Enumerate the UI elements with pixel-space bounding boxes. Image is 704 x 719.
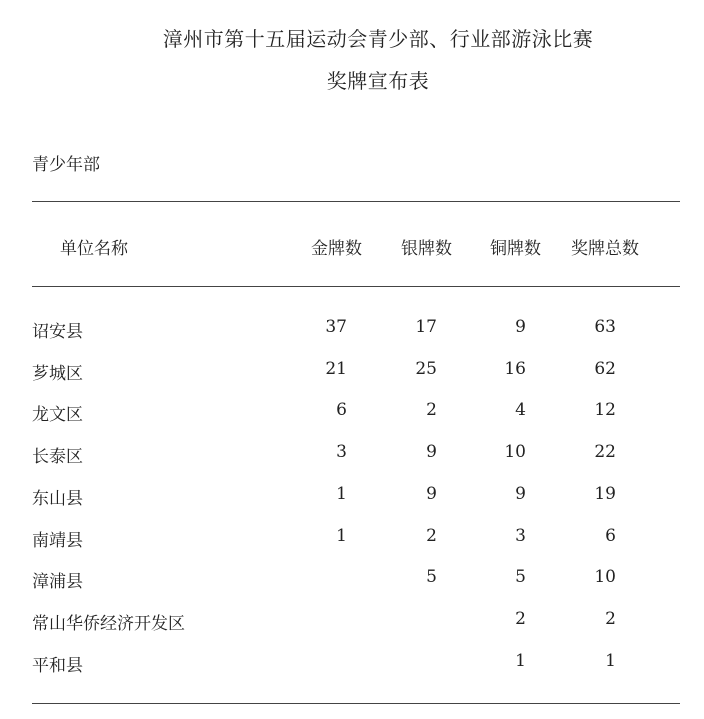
row-silver-count: 9: [426, 484, 437, 504]
row-silver-count: 25: [415, 359, 437, 379]
row-bronze-count: 1: [515, 651, 526, 671]
row-unit-name: 常山华侨经济开发区: [32, 614, 185, 634]
row-silver-count: 9: [426, 442, 437, 462]
header-gold: 金牌数: [311, 239, 362, 259]
row-bronze-count: 2: [515, 609, 526, 629]
row-silver-count: 2: [426, 400, 437, 420]
row-total-count: 6: [605, 526, 616, 546]
row-silver-count: 17: [415, 317, 437, 337]
divider-header: [32, 286, 680, 287]
row-unit-name: 南靖县: [32, 531, 83, 551]
row-silver-count: 2: [426, 526, 437, 546]
row-total-count: 2: [605, 609, 616, 629]
section-label: 青少年部: [32, 155, 100, 175]
row-unit-name: 长泰区: [32, 447, 83, 467]
header-silver: 银牌数: [401, 239, 452, 259]
row-gold-count: 1: [336, 526, 347, 546]
row-total-count: 22: [594, 442, 616, 462]
header-unit-name: 单位名称: [60, 239, 128, 259]
row-bronze-count: 3: [515, 526, 526, 546]
header-bronze: 铜牌数: [490, 239, 541, 259]
row-total-count: 63: [594, 317, 616, 337]
row-total-count: 12: [594, 400, 616, 420]
header-total: 奖牌总数: [571, 239, 639, 259]
row-bronze-count: 9: [515, 317, 526, 337]
divider-bottom: [32, 703, 680, 704]
row-silver-count: 5: [426, 567, 437, 587]
document-title: 漳州市第十五届运动会青少部、行业部游泳比赛: [162, 27, 594, 51]
divider-top: [32, 201, 680, 202]
row-unit-name: 龙文区: [32, 405, 83, 425]
row-bronze-count: 4: [515, 400, 526, 420]
row-total-count: 1: [605, 651, 616, 671]
row-bronze-count: 10: [504, 442, 526, 462]
row-unit-name: 平和县: [32, 656, 83, 676]
row-bronze-count: 16: [504, 359, 526, 379]
row-gold-count: 3: [336, 442, 347, 462]
row-unit-name: 芗城区: [32, 364, 83, 384]
row-gold-count: 6: [336, 400, 347, 420]
row-gold-count: 21: [325, 359, 347, 379]
row-total-count: 19: [594, 484, 616, 504]
row-unit-name: 东山县: [32, 489, 83, 509]
row-gold-count: 1: [336, 484, 347, 504]
row-bronze-count: 5: [515, 567, 526, 587]
row-total-count: 10: [594, 567, 616, 587]
document-subtitle: 奖牌宣布表: [326, 69, 430, 93]
row-unit-name: 诏安县: [32, 322, 83, 342]
row-unit-name: 漳浦县: [32, 572, 83, 592]
row-bronze-count: 9: [515, 484, 526, 504]
row-total-count: 62: [594, 359, 616, 379]
row-gold-count: 37: [325, 317, 347, 337]
